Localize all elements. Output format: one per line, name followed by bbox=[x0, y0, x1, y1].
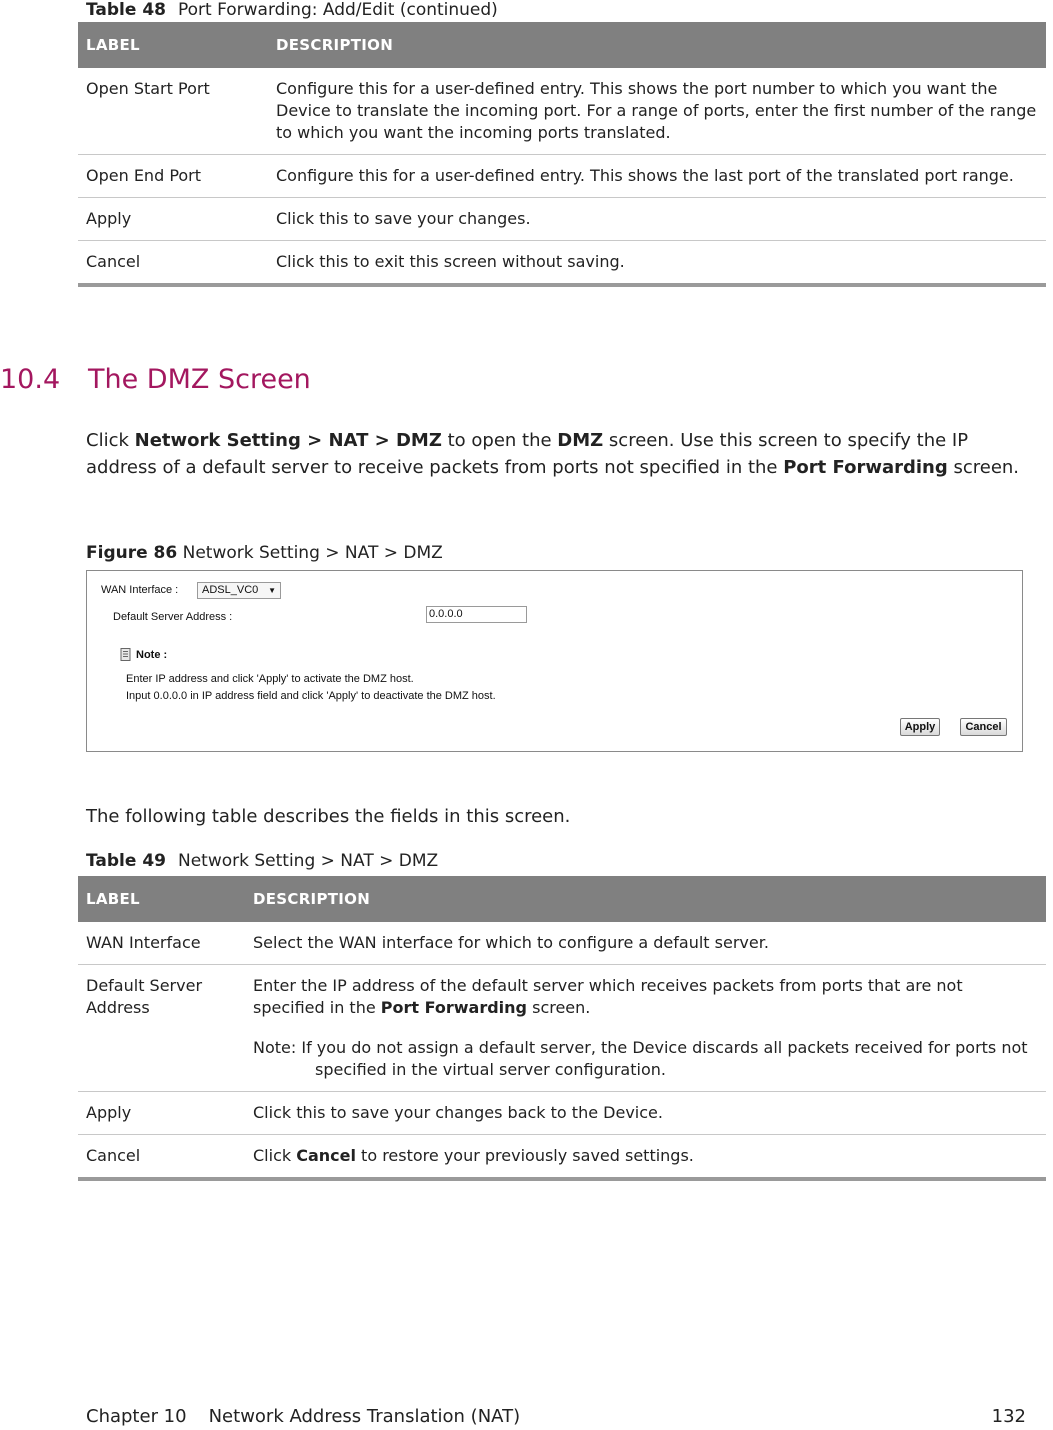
row-description: Configure this for a user-defined entry. This shows the last port of the translated port range. bbox=[268, 155, 1046, 198]
wan-interface-value: ADSL_VC0 bbox=[202, 584, 259, 596]
table-row bbox=[78, 198, 1046, 241]
table-49 bbox=[78, 876, 1046, 1181]
row-label: Cancel bbox=[78, 1135, 245, 1180]
dmz-screenshot bbox=[86, 570, 1023, 752]
table-intro-text: The following table describes the fields in this screen. bbox=[86, 806, 571, 827]
table-row bbox=[78, 155, 1046, 198]
apply-button[interactable]: Apply bbox=[900, 718, 940, 736]
intro-text: Click bbox=[86, 430, 135, 451]
table-49-caption-label: Table 49 bbox=[86, 851, 166, 871]
note-line-2: Input 0.0.0.0 in IP address field and click 'Apply' to deactivate the DMZ host. bbox=[126, 690, 496, 702]
section-title: The DMZ Screen bbox=[88, 364, 311, 395]
row-label: Open End Port bbox=[78, 155, 268, 198]
figure-caption-title: Network Setting > NAT > DMZ bbox=[182, 543, 443, 563]
row-label: Apply bbox=[78, 1092, 245, 1135]
intro-text: screen. Use this screen to specify the IP address of a default server to receive packets from ports not specified in the bbox=[86, 430, 969, 478]
figure-caption-label: Figure 86 bbox=[86, 543, 178, 563]
default-server-label: Default Server Address : bbox=[113, 611, 233, 623]
row-description: Configure this for a user-defined entry. This shows the port number to which you want the Device to translate the incoming port. For a range of ports, enter the first number of the range to which you want the incoming ports translated. bbox=[268, 68, 1046, 155]
footer-chapter-title: Network Address Translation (NAT) bbox=[208, 1406, 521, 1427]
table-48-caption-title: Port Forwarding: Add/Edit (continued) bbox=[177, 0, 498, 20]
description-bold: Port Forwarding bbox=[380, 998, 528, 1017]
section-heading bbox=[0, 364, 311, 395]
description-text: to restore your previously saved settings. bbox=[355, 1146, 694, 1165]
description-text: screen. bbox=[527, 998, 591, 1017]
section-number: 10.4 bbox=[0, 364, 61, 395]
intro-text: to open the bbox=[441, 430, 558, 451]
row-description bbox=[245, 965, 1046, 1092]
table-row bbox=[78, 1092, 1046, 1135]
row-label: WAN Interface bbox=[78, 922, 245, 965]
table-header-row bbox=[78, 876, 1046, 922]
row-label: Open Start Port bbox=[78, 68, 268, 155]
intro-text: screen. bbox=[947, 457, 1020, 478]
description-text: Enter the IP address of the default server which receives packets from ports that are not specified in the bbox=[253, 976, 963, 1017]
table-row bbox=[78, 1135, 1046, 1180]
row-description: Click this to exit this screen without saving. bbox=[268, 241, 1046, 286]
page-number: 132 bbox=[991, 1406, 1026, 1427]
table-header-row bbox=[78, 22, 1046, 68]
table-48 bbox=[78, 22, 1046, 287]
column-header-description: DESCRIPTION bbox=[245, 876, 1046, 922]
row-label: Cancel bbox=[78, 241, 268, 286]
note-title: Note : bbox=[136, 649, 168, 661]
table-48-caption bbox=[86, 0, 498, 20]
footer-chapter bbox=[86, 1406, 520, 1427]
row-note: Note: If you do not assign a default server, the Device discards all packets received for ports not specified in the virtual server configuration. bbox=[253, 1038, 1028, 1079]
wan-interface-label: WAN Interface : bbox=[101, 584, 179, 596]
chevron-down-icon: ▼ bbox=[268, 586, 276, 595]
table-49-caption bbox=[86, 851, 438, 871]
note-line-1: Enter IP address and click 'Apply' to activate the DMZ host. bbox=[126, 673, 414, 685]
note-icon bbox=[120, 648, 132, 661]
wan-interface-select[interactable] bbox=[197, 582, 281, 599]
column-header-description: DESCRIPTION bbox=[268, 22, 1046, 68]
footer-chapter-number: Chapter 10 bbox=[86, 1406, 187, 1427]
table-row bbox=[78, 965, 1046, 1092]
row-description: Click this to save your changes. bbox=[268, 198, 1046, 241]
table-row bbox=[78, 922, 1046, 965]
intro-bold-path: Network Setting > NAT > DMZ bbox=[134, 430, 442, 451]
intro-bold-screen: DMZ bbox=[557, 430, 604, 451]
intro-paragraph bbox=[86, 427, 1026, 481]
column-header-label: LABEL bbox=[78, 22, 268, 68]
figure-caption bbox=[86, 543, 443, 563]
row-description-main bbox=[253, 975, 1038, 1019]
row-description bbox=[245, 1135, 1046, 1180]
row-description: Click this to save your changes back to the Device. bbox=[245, 1092, 1046, 1135]
column-header-label: LABEL bbox=[78, 876, 245, 922]
row-label: Apply bbox=[78, 198, 268, 241]
table-48-caption-label: Table 48 bbox=[86, 0, 166, 20]
row-description: Select the WAN interface for which to configure a default server. bbox=[245, 922, 1046, 965]
intro-bold-port-forwarding: Port Forwarding bbox=[783, 457, 948, 478]
cancel-button[interactable]: Cancel bbox=[960, 718, 1007, 736]
description-bold: Cancel bbox=[296, 1146, 356, 1165]
row-label: Default Server Address bbox=[78, 965, 245, 1092]
table-row bbox=[78, 68, 1046, 155]
table-49-caption-title: Network Setting > NAT > DMZ bbox=[177, 851, 439, 871]
default-server-input[interactable]: 0.0.0.0 bbox=[426, 606, 527, 623]
table-row bbox=[78, 241, 1046, 286]
description-text: Click bbox=[253, 1146, 297, 1165]
